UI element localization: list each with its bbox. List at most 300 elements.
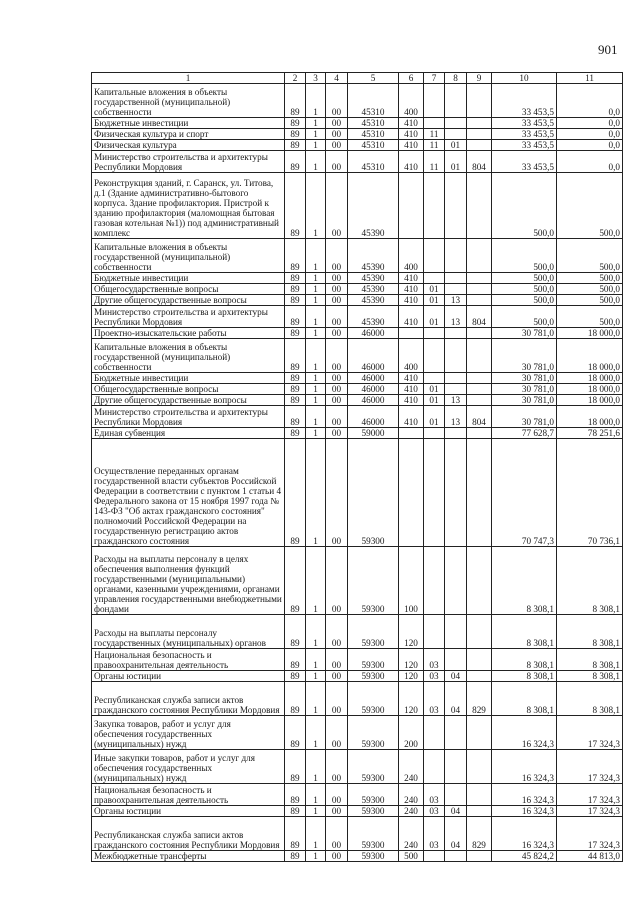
table-row — [92, 239, 623, 273]
cell-subprogram: 00 — [326, 682, 348, 716]
cell-year-2-amount: 500,0 — [557, 306, 623, 328]
cell-grbs: 89 — [285, 118, 306, 129]
cell-expense-type: 120 — [399, 682, 424, 716]
table-row — [92, 406, 623, 428]
table-row — [92, 750, 623, 784]
cell-grbs: 89 — [285, 428, 306, 439]
cell-year-2-amount: 17 324,3 — [557, 817, 623, 851]
cell-grbs: 89 — [285, 750, 306, 784]
cell-grbs: 89 — [285, 395, 306, 406]
cell-grbs: 89 — [285, 373, 306, 384]
cell-target-code: 45310 — [348, 84, 399, 118]
cell-target-code: 59300 — [348, 615, 399, 649]
cell-year-1-amount: 16 324,3 — [492, 716, 557, 750]
cell-section — [424, 851, 445, 862]
cell-year-1-amount: 500,0 — [492, 173, 557, 239]
cell-target-code: 45390 — [348, 306, 399, 328]
budget-table — [91, 72, 623, 862]
cell-subprogram: 00 — [326, 547, 348, 615]
cell-subsection: 13 — [445, 295, 467, 306]
cell-subprogram: 00 — [326, 615, 348, 649]
cell-ministry: 829 — [467, 682, 492, 716]
cell-program: 1 — [306, 649, 326, 671]
cell-ministry — [467, 784, 492, 806]
cell-target-code: 46000 — [348, 373, 399, 384]
table-row — [92, 428, 623, 439]
cell-expense-type — [399, 328, 424, 339]
cell-name: Республиканская служба записи актов гражданского состояния Республики Мордовия — [92, 682, 285, 716]
table-row — [92, 284, 623, 295]
cell-year-1-amount: 16 324,3 — [492, 750, 557, 784]
cell-target-code: 46000 — [348, 384, 399, 395]
cell-expense-type: 100 — [399, 547, 424, 615]
table-row — [92, 682, 623, 716]
cell-year-1-amount: 30 781,0 — [492, 395, 557, 406]
cell-section — [424, 428, 445, 439]
column-header-ministry: 9 — [467, 73, 492, 84]
cell-year-1-amount: 33 453,5 — [492, 129, 557, 140]
cell-subprogram: 00 — [326, 395, 348, 406]
cell-ministry — [467, 439, 492, 547]
cell-section — [424, 84, 445, 118]
cell-target-code: 45390 — [348, 273, 399, 284]
cell-subsection — [445, 784, 467, 806]
table-row — [92, 339, 623, 373]
cell-year-1-amount: 500,0 — [492, 306, 557, 328]
cell-ministry — [467, 649, 492, 671]
cell-expense-type: 410 — [399, 284, 424, 295]
cell-subsection: 04 — [445, 682, 467, 716]
cell-program: 1 — [306, 306, 326, 328]
cell-expense-type: 400 — [399, 339, 424, 373]
table-row — [92, 295, 623, 306]
cell-target-code: 59300 — [348, 439, 399, 547]
cell-subsection — [445, 339, 467, 373]
cell-subprogram: 00 — [326, 439, 348, 547]
cell-year-2-amount: 8 308,1 — [557, 615, 623, 649]
cell-target-code: 45310 — [348, 129, 399, 140]
cell-expense-type: 410 — [399, 151, 424, 173]
cell-target-code: 59300 — [348, 817, 399, 851]
cell-grbs: 89 — [285, 140, 306, 151]
table-row — [92, 817, 623, 851]
cell-program: 1 — [306, 547, 326, 615]
cell-ministry — [467, 671, 492, 682]
cell-year-2-amount: 0,0 — [557, 129, 623, 140]
cell-subprogram: 00 — [326, 851, 348, 862]
cell-program: 1 — [306, 750, 326, 784]
cell-year-2-amount: 17 324,3 — [557, 806, 623, 817]
cell-name: Расходы на выплаты персоналу государственных (муниципальных) органов — [92, 615, 285, 649]
column-header-target-code: 5 — [348, 73, 399, 84]
column-header-subsection: 8 — [445, 73, 467, 84]
cell-grbs: 89 — [285, 173, 306, 239]
cell-grbs: 89 — [285, 306, 306, 328]
cell-grbs: 89 — [285, 295, 306, 306]
cell-ministry — [467, 284, 492, 295]
cell-subsection — [445, 439, 467, 547]
cell-program: 1 — [306, 428, 326, 439]
cell-section: 11 — [424, 151, 445, 173]
cell-year-2-amount: 17 324,3 — [557, 750, 623, 784]
cell-ministry: 804 — [467, 306, 492, 328]
column-header-year-2-amount: 11 — [557, 73, 623, 84]
cell-year-1-amount: 30 781,0 — [492, 406, 557, 428]
cell-ministry — [467, 328, 492, 339]
cell-expense-type: 410 — [399, 406, 424, 428]
table-row — [92, 129, 623, 140]
cell-ministry — [467, 750, 492, 784]
cell-year-1-amount: 16 324,3 — [492, 806, 557, 817]
table-row — [92, 384, 623, 395]
cell-program: 1 — [306, 239, 326, 273]
cell-name: Капитальные вложения в объекты государственной (муниципальной) собственности — [92, 339, 285, 373]
cell-program: 1 — [306, 273, 326, 284]
cell-ministry — [467, 384, 492, 395]
cell-target-code: 59300 — [348, 649, 399, 671]
cell-expense-type: 410 — [399, 118, 424, 129]
table-row — [92, 273, 623, 284]
cell-expense-type: 120 — [399, 649, 424, 671]
cell-name: Министерство строительства и архитектуры Республики Мордовия — [92, 406, 285, 428]
cell-program: 1 — [306, 439, 326, 547]
cell-year-1-amount: 8 308,1 — [492, 547, 557, 615]
cell-ministry: 804 — [467, 406, 492, 428]
cell-year-2-amount: 18 000,0 — [557, 328, 623, 339]
cell-year-2-amount: 18 000,0 — [557, 339, 623, 373]
cell-section: 01 — [424, 395, 445, 406]
cell-subprogram: 00 — [326, 84, 348, 118]
cell-expense-type: 410 — [399, 273, 424, 284]
cell-target-code: 59000 — [348, 428, 399, 439]
cell-program: 1 — [306, 140, 326, 151]
cell-section: 01 — [424, 306, 445, 328]
cell-subprogram: 00 — [326, 239, 348, 273]
cell-target-code: 46000 — [348, 395, 399, 406]
cell-target-code: 45390 — [348, 173, 399, 239]
cell-subprogram: 00 — [326, 817, 348, 851]
cell-name: Капитальные вложения в объекты государственной (муниципальной) собственности — [92, 84, 285, 118]
cell-year-2-amount: 0,0 — [557, 84, 623, 118]
cell-year-1-amount: 500,0 — [492, 239, 557, 273]
cell-subsection — [445, 750, 467, 784]
table-row — [92, 851, 623, 862]
cell-year-1-amount: 30 781,0 — [492, 373, 557, 384]
cell-ministry — [467, 428, 492, 439]
cell-program: 1 — [306, 384, 326, 395]
cell-expense-type: 240 — [399, 784, 424, 806]
table-row — [92, 118, 623, 129]
cell-year-1-amount: 30 781,0 — [492, 328, 557, 339]
cell-subsection — [445, 716, 467, 750]
cell-subsection: 04 — [445, 817, 467, 851]
cell-grbs: 89 — [285, 129, 306, 140]
cell-subsection — [445, 615, 467, 649]
cell-program: 1 — [306, 806, 326, 817]
cell-grbs: 89 — [285, 649, 306, 671]
cell-section — [424, 273, 445, 284]
cell-subsection — [445, 84, 467, 118]
cell-subprogram: 00 — [326, 118, 348, 129]
cell-section: 01 — [424, 295, 445, 306]
cell-expense-type: 200 — [399, 716, 424, 750]
cell-year-2-amount: 8 308,1 — [557, 547, 623, 615]
column-header-year-1-amount: 10 — [492, 73, 557, 84]
cell-ministry — [467, 239, 492, 273]
cell-target-code: 59300 — [348, 806, 399, 817]
cell-subprogram: 00 — [326, 339, 348, 373]
cell-grbs: 89 — [285, 84, 306, 118]
cell-expense-type: 120 — [399, 615, 424, 649]
cell-expense-type: 500 — [399, 851, 424, 862]
cell-ministry — [467, 140, 492, 151]
cell-year-1-amount: 500,0 — [492, 295, 557, 306]
cell-subsection: 13 — [445, 395, 467, 406]
cell-grbs: 89 — [285, 851, 306, 862]
cell-name: Физическая культура и спорт — [92, 129, 285, 140]
cell-program: 1 — [306, 151, 326, 173]
cell-subprogram: 00 — [326, 750, 348, 784]
cell-year-1-amount: 16 324,3 — [492, 817, 557, 851]
cell-section: 01 — [424, 406, 445, 428]
cell-name: Органы юстиции — [92, 671, 285, 682]
cell-name: Другие общегосударственные вопросы — [92, 395, 285, 406]
cell-section — [424, 547, 445, 615]
cell-name: Общегосударственные вопросы — [92, 284, 285, 295]
cell-year-2-amount: 500,0 — [557, 284, 623, 295]
cell-subprogram: 00 — [326, 284, 348, 295]
cell-section: 01 — [424, 284, 445, 295]
cell-subprogram: 00 — [326, 151, 348, 173]
cell-expense-type: 410 — [399, 373, 424, 384]
cell-program: 1 — [306, 784, 326, 806]
cell-year-2-amount: 18 000,0 — [557, 373, 623, 384]
cell-year-1-amount: 8 308,1 — [492, 682, 557, 716]
column-header-grbs: 2 — [285, 73, 306, 84]
cell-subsection — [445, 428, 467, 439]
cell-grbs: 89 — [285, 151, 306, 173]
cell-section: 03 — [424, 806, 445, 817]
table-row — [92, 306, 623, 328]
cell-target-code: 59300 — [348, 784, 399, 806]
cell-name: Межбюджетные трансферты — [92, 851, 285, 862]
cell-program: 1 — [306, 295, 326, 306]
cell-subprogram: 00 — [326, 406, 348, 428]
cell-grbs: 89 — [285, 547, 306, 615]
column-header-section: 7 — [424, 73, 445, 84]
cell-section — [424, 439, 445, 547]
cell-section — [424, 118, 445, 129]
cell-subprogram: 00 — [326, 373, 348, 384]
cell-program: 1 — [306, 682, 326, 716]
cell-subprogram: 00 — [326, 649, 348, 671]
cell-subprogram: 00 — [326, 173, 348, 239]
cell-name: Бюджетные инвестиции — [92, 373, 285, 384]
cell-year-1-amount: 33 453,5 — [492, 84, 557, 118]
cell-section — [424, 239, 445, 273]
cell-subsection — [445, 851, 467, 862]
cell-ministry — [467, 84, 492, 118]
cell-section: 11 — [424, 140, 445, 151]
cell-expense-type: 410 — [399, 140, 424, 151]
cell-program: 1 — [306, 716, 326, 750]
cell-subsection: 01 — [445, 140, 467, 151]
cell-year-2-amount: 0,0 — [557, 140, 623, 151]
cell-program: 1 — [306, 406, 326, 428]
cell-program: 1 — [306, 129, 326, 140]
cell-subprogram: 00 — [326, 140, 348, 151]
cell-name: Закупка товаров, работ и услуг для обеспечения государственных (муниципальных) нужд — [92, 716, 285, 750]
table-body — [92, 84, 623, 862]
cell-subsection: 13 — [445, 406, 467, 428]
page-number: 901 — [598, 42, 618, 57]
cell-target-code: 45390 — [348, 295, 399, 306]
cell-subsection — [445, 273, 467, 284]
cell-name: Иные закупки товаров, работ и услуг для обеспечения государственных (муниципальных) нужд — [92, 750, 285, 784]
cell-ministry: 829 — [467, 817, 492, 851]
cell-section — [424, 750, 445, 784]
cell-subsection — [445, 384, 467, 395]
cell-program: 1 — [306, 84, 326, 118]
cell-year-2-amount: 17 324,3 — [557, 716, 623, 750]
table-header-row — [92, 73, 623, 84]
cell-name: Национальная безопасность и правоохранительная деятельность — [92, 784, 285, 806]
cell-target-code: 45390 — [348, 239, 399, 273]
cell-expense-type: 240 — [399, 750, 424, 784]
cell-year-1-amount: 33 453,5 — [492, 118, 557, 129]
cell-year-1-amount: 70 747,3 — [492, 439, 557, 547]
cell-expense-type: 400 — [399, 84, 424, 118]
cell-year-2-amount: 0,0 — [557, 118, 623, 129]
cell-subprogram: 00 — [326, 428, 348, 439]
cell-section — [424, 339, 445, 373]
cell-target-code: 59300 — [348, 682, 399, 716]
cell-ministry — [467, 339, 492, 373]
cell-year-2-amount: 500,0 — [557, 273, 623, 284]
cell-ministry: 804 — [467, 151, 492, 173]
cell-subsection: 01 — [445, 151, 467, 173]
cell-year-1-amount: 500,0 — [492, 273, 557, 284]
cell-expense-type: 240 — [399, 806, 424, 817]
cell-subprogram: 00 — [326, 384, 348, 395]
cell-name: Реконструкция зданий, г. Саранск, ул. Титова, д.1 (Здание административно-бытового корпуса. Здание профилактория. Пристрой к зданию профилактория (маломощная бытовая газовая котельная №1)) под административный комплекс — [92, 173, 285, 239]
cell-ministry — [467, 129, 492, 140]
cell-section: 03 — [424, 671, 445, 682]
cell-name: Бюджетные инвестиции — [92, 273, 285, 284]
table-row — [92, 151, 623, 173]
cell-year-2-amount: 0,0 — [557, 151, 623, 173]
cell-subprogram: 00 — [326, 716, 348, 750]
cell-section: 01 — [424, 384, 445, 395]
cell-grbs: 89 — [285, 784, 306, 806]
cell-program: 1 — [306, 284, 326, 295]
cell-name: Проектно-изыскательские работы — [92, 328, 285, 339]
cell-subprogram: 00 — [326, 671, 348, 682]
cell-subprogram: 00 — [326, 306, 348, 328]
cell-subprogram: 00 — [326, 295, 348, 306]
cell-grbs: 89 — [285, 406, 306, 428]
cell-year-2-amount: 8 308,1 — [557, 671, 623, 682]
cell-expense-type: 410 — [399, 306, 424, 328]
cell-section: 03 — [424, 817, 445, 851]
cell-section — [424, 716, 445, 750]
cell-subsection: 04 — [445, 671, 467, 682]
cell-ministry — [467, 295, 492, 306]
cell-ministry — [467, 118, 492, 129]
cell-subsection — [445, 373, 467, 384]
cell-name: Осуществление переданных органам государственной власти субъектов Российской Федерации в соответствии с пунктом 1 статьи 4 Федерального закона от 15 ноября 1997 года № 143-ФЗ "Об актах гражданского состояния" полномочий Российской Федерации на государственную регистрацию актов гражданского состояния — [92, 439, 285, 547]
cell-program: 1 — [306, 615, 326, 649]
cell-grbs: 89 — [285, 273, 306, 284]
cell-program: 1 — [306, 817, 326, 851]
cell-expense-type: 410 — [399, 129, 424, 140]
table-row — [92, 649, 623, 671]
cell-ministry — [467, 615, 492, 649]
cell-grbs: 89 — [285, 239, 306, 273]
cell-section: 03 — [424, 649, 445, 671]
cell-expense-type: 240 — [399, 817, 424, 851]
column-header-subprogram: 4 — [326, 73, 348, 84]
cell-year-1-amount: 16 324,3 — [492, 784, 557, 806]
cell-year-1-amount: 33 453,5 — [492, 151, 557, 173]
cell-year-1-amount: 33 453,5 — [492, 140, 557, 151]
cell-expense-type: 410 — [399, 384, 424, 395]
cell-year-1-amount: 8 308,1 — [492, 671, 557, 682]
cell-year-2-amount: 70 736,1 — [557, 439, 623, 547]
cell-target-code: 46000 — [348, 328, 399, 339]
cell-year-2-amount: 18 000,0 — [557, 384, 623, 395]
cell-section: 03 — [424, 784, 445, 806]
cell-year-2-amount: 8 308,1 — [557, 649, 623, 671]
cell-expense-type — [399, 439, 424, 547]
cell-grbs: 89 — [285, 817, 306, 851]
cell-expense-type — [399, 173, 424, 239]
cell-grbs: 89 — [285, 339, 306, 373]
column-header-program: 3 — [306, 73, 326, 84]
cell-name: Единая субвенция — [92, 428, 285, 439]
cell-grbs: 89 — [285, 716, 306, 750]
cell-name: Министерство строительства и архитектуры Республики Мордовия — [92, 306, 285, 328]
cell-target-code: 59300 — [348, 851, 399, 862]
table-row — [92, 784, 623, 806]
cell-section — [424, 173, 445, 239]
cell-year-1-amount: 30 781,0 — [492, 384, 557, 395]
cell-year-2-amount: 500,0 — [557, 239, 623, 273]
cell-name: Физическая культура — [92, 140, 285, 151]
cell-ministry — [467, 373, 492, 384]
cell-name: Министерство строительства и архитектуры Республики Мордовия — [92, 151, 285, 173]
cell-program: 1 — [306, 851, 326, 862]
cell-name: Другие общегосударственные вопросы — [92, 295, 285, 306]
table-row — [92, 328, 623, 339]
cell-name: Общегосударственные вопросы — [92, 384, 285, 395]
cell-subsection — [445, 649, 467, 671]
cell-subprogram: 00 — [326, 273, 348, 284]
cell-year-2-amount: 17 324,3 — [557, 784, 623, 806]
cell-target-code: 45310 — [348, 140, 399, 151]
cell-year-1-amount: 45 824,2 — [492, 851, 557, 862]
cell-program: 1 — [306, 173, 326, 239]
cell-target-code: 59300 — [348, 671, 399, 682]
cell-name: Капитальные вложения в объекты государственной (муниципальной) собственности — [92, 239, 285, 273]
cell-subsection — [445, 284, 467, 295]
cell-ministry — [467, 806, 492, 817]
cell-target-code: 46000 — [348, 406, 399, 428]
cell-expense-type — [399, 428, 424, 439]
cell-ministry — [467, 273, 492, 284]
cell-name: Органы юстиции — [92, 806, 285, 817]
cell-program: 1 — [306, 339, 326, 373]
